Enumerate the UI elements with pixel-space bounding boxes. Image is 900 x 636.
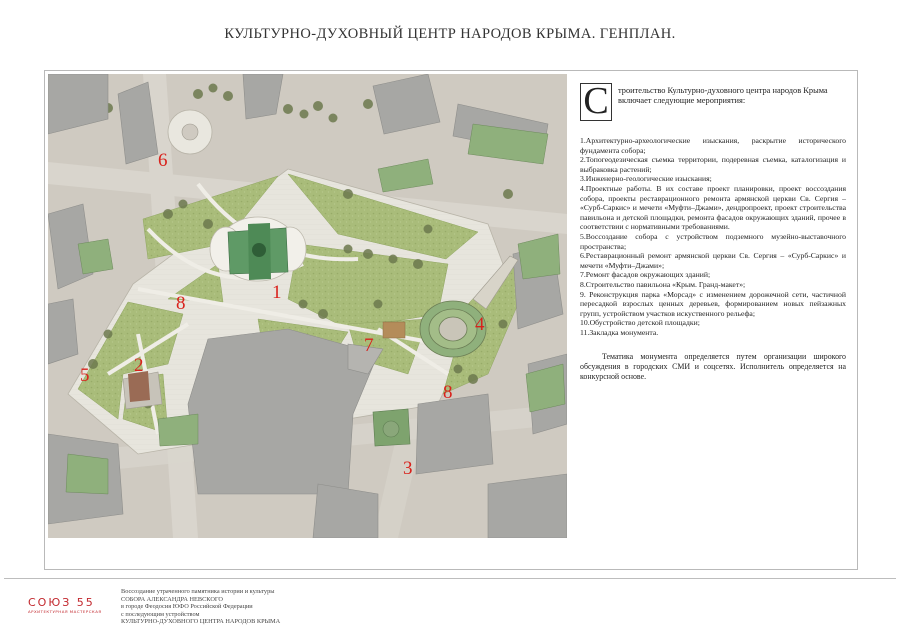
footer-line: СОБОРА АЛЕКСАНДРА НЕВСКОГО: [121, 595, 223, 603]
list-item: 4.Проектные работы. В их составе проект планировки, проект воссоздания собора, проекты реставрационного ремонта армянской церкви Св. Сергия – «Сурб-Саркис» и мечети «Муфти–Джами», дендропроект, проект строительства павильона и детской площадки, ремонта фасадов окружающих зданий, прочее в соответствии с нормативными требованиями.: [580, 183, 846, 232]
logo-subtitle: АРХИТЕКТУРНАЯ МАСТЕРСКАЯ: [28, 609, 102, 614]
marker-5: 5: [80, 365, 90, 386]
page-title: КУЛЬТУРНО-ДУХОВНЫЙ ЦЕНТР НАРОДОВ КРЫМА. ГЕНПЛАН.: [224, 26, 676, 42]
intro-text: троительство Культурно-духовного центра народов Крыма включает следующие мероприятия:: [618, 86, 828, 105]
footer-line: Воссоздание утраченного памятника истории и культуры: [121, 588, 275, 595]
list-item: 11.Закладка монумента.: [580, 327, 659, 337]
list-item: 2.Топогеодезическая съемка территории, подеревная съемка, каталогизация и выбраковка растений;: [580, 155, 846, 174]
logo-wordmark: СОЮЗ 55: [28, 596, 95, 609]
footer-line: КУЛЬТУРНО-ДУХОВНОГО ЦЕНТРА НАРОДОВ КРЫМА: [121, 618, 281, 626]
list-item: 6.Реставрационный ремонт армянской церкви Св. Сергия – «Сурб-Саркис» и мечети «Муфти–Джами»;: [580, 251, 846, 270]
intro: [580, 82, 846, 120]
marker-8a: 8: [176, 293, 186, 314]
marker-8b: 8: [443, 382, 453, 403]
marker-6: 6: [158, 150, 168, 171]
list-item: 9. Реконструкция парка «Морсад» с изменением дорожечной сети, частичной пересадкой взрослых ценных деревьев, формированием новых пейзажных групп, устройством участков искуственного рельефа;: [580, 289, 846, 318]
measures-list: [580, 136, 846, 337]
drop-cap: С: [580, 83, 612, 121]
list-item: 8.Строительство павильона «Крым. Гранд-макет»;: [580, 279, 746, 289]
description: [580, 82, 846, 390]
mosque: [373, 409, 410, 446]
list-item: 1.Архитектурно-археологические изыскания, раскрытие исторического фундамента собора;: [580, 136, 846, 155]
marker-7: 7: [364, 335, 374, 356]
footer-line: с последующим устройством: [121, 610, 200, 618]
footer-line: в городе Феодосия ЮФО Российской Федерации: [121, 603, 253, 611]
list-item: 5.Воссоздание собора с устройством подземного музейно-выставочного пространства;: [580, 231, 846, 251]
master-plan-drawing: [48, 74, 567, 538]
master-plan: [48, 74, 567, 538]
marker-3: 3: [403, 458, 413, 479]
list-item: 3.Инженерно-геологические изыскания;: [580, 174, 712, 184]
list-item: 7.Ремонт фасадов окружающих зданий;: [580, 270, 711, 280]
studio-logo: [28, 597, 110, 617]
playground: [383, 322, 405, 338]
marker-1: 1: [272, 282, 282, 303]
footer-note: [121, 588, 280, 626]
armenian-church: [123, 371, 162, 409]
footer-divider: [4, 578, 896, 579]
marker-2: 2: [134, 355, 144, 376]
list-item: 10.Обустройство детской площадки;: [580, 318, 700, 328]
marker-4: 4: [475, 314, 485, 335]
closing-paragraph: Тематика монумента определяется путем организации широкого обсуждения в городских СМИ и соцсетях. Исполнитель определяется на конкурсной основе.: [580, 352, 846, 382]
monument-circle: [168, 110, 212, 154]
